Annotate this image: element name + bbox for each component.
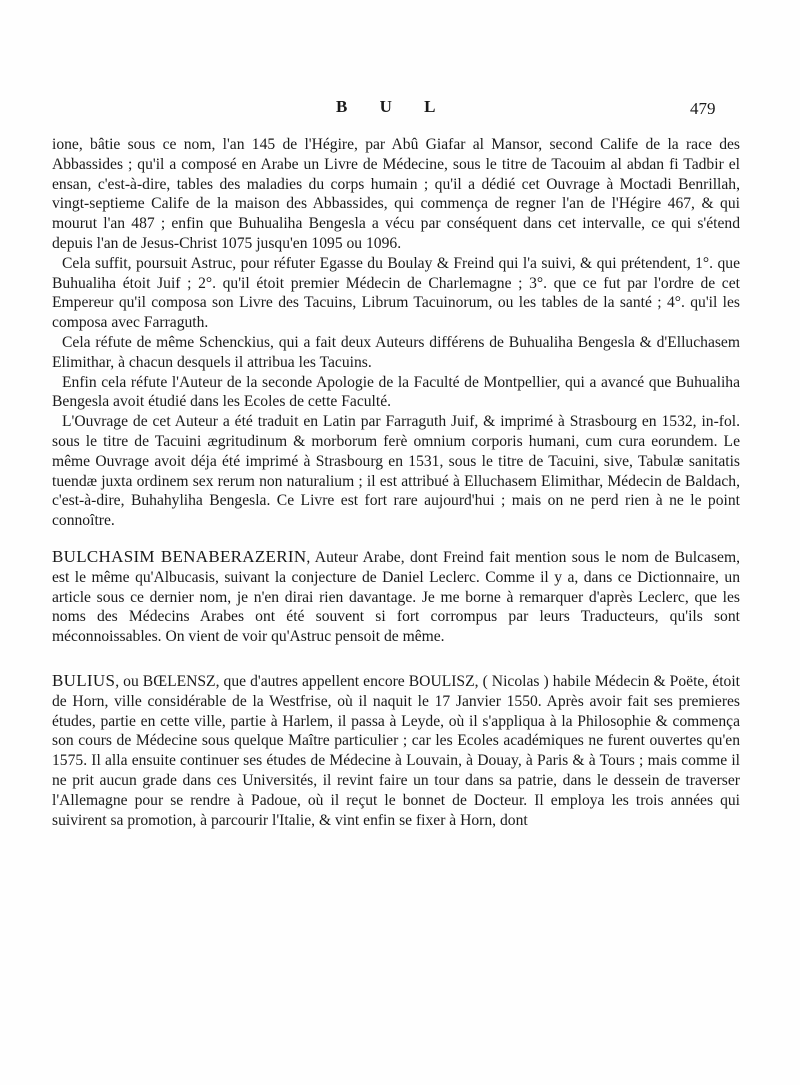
dictionary-entry xyxy=(52,671,740,830)
paragraph-montpellier: Enfin cela réfute l'Auteur de la seconde Apologie de la Faculté de Montpellier, qui a avancé que Buhualiha Bengesla avoit étudié dans les Ecoles de cette Faculté. xyxy=(52,373,740,411)
entry-headword: BULIUS xyxy=(52,670,116,690)
paragraph-astruc-refutation: Cela suffit, poursuit Astruc, pour réfuter Egasse du Boulay & Freind qui l'a suivi, & qui prétendent, 1°. que Buhualiha étoit Juif ; 2°. qu'il étoit premier Médecin de Charlemagne ; 3°. que ce fut par l'ordre de cet Empereur qu'il composa son Livre des Tacuins, Librum Tacuinorum, ou les tables de la santé ; 4°. qu'il les composa avec Farraguth. xyxy=(52,254,740,332)
entry-text: , Auteur Arabe, dont Freind fait mention sous le nom de Bulcasem, est le même qu'Albucasis, suivant la conjecture de Daniel Leclerc. Comme il y a, dans ce Dictionnaire, un article sous ce dernier nom, je n'en dirai rien davantage. Je me borne à remarquer d'après Leclerc, que les noms des Médecins Arabes ont été souvent si fort corrompus par leurs Traducteurs, qu'ils sont méconnoissables. On vient de voir qu'Astruc pensoit de même. xyxy=(52,548,740,646)
entry-text: , ou BŒLENSZ, que d'autres appellent encore BOULISZ, ( Nicolas ) habile Médecin & Poëte, étoit de Horn, ville considérable de la Westfrise, où il naquit le 17 Janvier 1550. Après avoir fait ses premieres études, partie en cette ville, partie à Harlem, il passa à Leyde, où il s'appliqua à la Philosophie & commença son cours de Médecine sous quelque Maître particulier ; car les Ecoles académiques ne furent ouvertes qu'en 1575. Il alla ensuite continuer ses études de Médecine à Louvain, à Douay, à Paris & à Tours ; mais comme il ne prit aucun grade dans ces Universités, il revint faire un tour dans sa patrie, dans le dessein de traverser l'Allemagne pour se rendre à Padoue, où il reçut le bonnet de Docteur. Il employa les trois années qui suivirent sa promotion, à parcourir l'Italie, & vint enfin se fixer à Horn, dont xyxy=(52,672,740,829)
paragraph-continuation: ione, bâtie sous ce nom, l'an 145 de l'Hégire, par Abû Giafar al Mansor, second Calife de la race des Abbassides ; qu'il a composé en Arabe un Livre de Médecine, sous le titre de Tacouim al abdan fi Tadbir el ensan, c'est-à-dire, tables des maladies du corps humain ; qu'il a dédié cet Ouvrage à Moctadi Benrillah, vingt-septieme Calife de la maison des Abbassides, qui commença de regner l'an de l'Hégire 467, & qui mourut l'an 487 ; enfin que Buhualiha Bengesla a vécu par conséquent dans cet intervalle, ce qui s'étend depuis l'an de Jesus-Christ 1075 jusqu'en 1095 ou 1096. xyxy=(52,136,740,252)
paragraph-translation: L'Ouvrage de cet Auteur a été traduit en Latin par Farraguth Juif, & imprimé à Strasbourg en 1532, in-fol. sous le titre de Tacuini ægritudinum & morborum ferè omnium corporis humani, cum cura eorundem. Le même Ouvrage avoit déja été imprimé à Strasbourg en 1531, sous le titre de Tacuini, sive, Tabulæ sanitatis tuendæ juxta ordinem sex rerum non naturalium ; il est attribué à Elluchasem Elimithar, Médecin de Baldach, c'est-à-dire, Buhahyliha Bengesla. Ce Livre est fort rare aujourd'hui ; mais on ne perd rien à ne le point connoître. xyxy=(52,413,740,530)
entry-headword: BULCHASIM BENABERAZERIN xyxy=(52,546,307,566)
paragraph-schenckius: Cela réfute de même Schenckius, qui a fait deux Auteurs différens de Buhualiha Bengesla & d'Elluchasem Elimithar, à chacun desquels il attribua les Tacuins. xyxy=(52,333,740,371)
body-text xyxy=(52,135,740,830)
running-head: B U L xyxy=(336,97,450,116)
page-number: 479 xyxy=(690,99,716,118)
dictionary-entry xyxy=(52,547,740,647)
page-header xyxy=(0,97,800,127)
